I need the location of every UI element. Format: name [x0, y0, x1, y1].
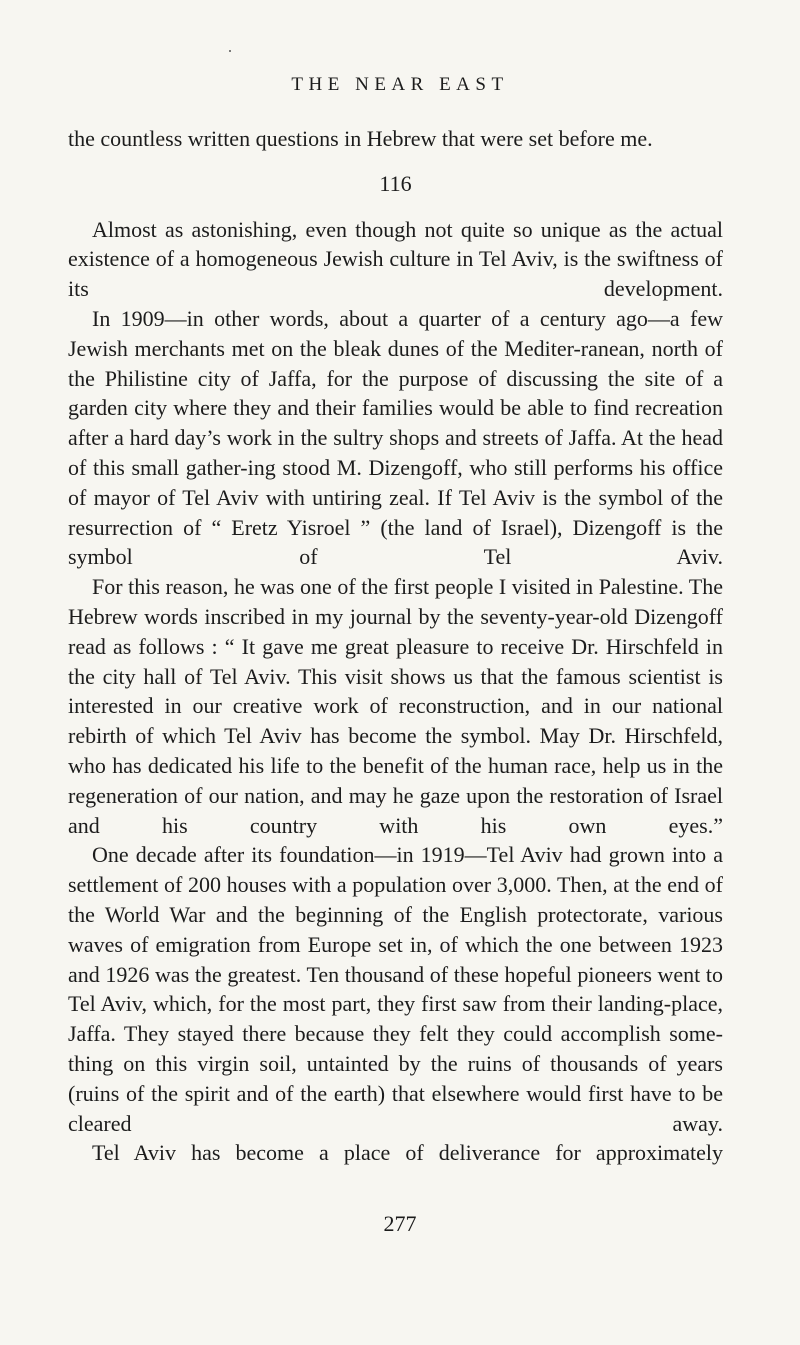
- page-number: 277: [383, 1211, 417, 1236]
- section-number: 116: [379, 170, 412, 196]
- paragraph-3: For this reason, he was one of the first people I visited in Palestine. The Hebrew words inscribed in my journal by the seventy-year-old Dizengoff read as follows : “ It gave me great pleasure to receive Dr. Hirschfeld in the city hall of Tel Aviv. This visit shows us that the famous scientist is interested in our creative work of reconstruction, and in our national rebirth of which Tel Aviv has become the symbol. May Dr. Hirschfeld, who has dedicated his life to the benefit of the human race, help us in the regeneration of our nation, and may he gaze upon the restoration of Israel and his country with his own eyes.”: [68, 574, 723, 838]
- body-text: [68, 124, 723, 1168]
- running-head: THE NEAR EAST: [291, 74, 509, 95]
- paragraph-2: In 1909—in other words, about a quarter of a century ago—a few Jewish merchants met on the bleak dunes of the Mediter-ranean, north of the Philistine city of Jaffa, for the purpose of discussing the site of a garden city where they and their families would be able to find recreation after a hard day’s work in the sultry shops and streets of Jaffa. At the head of this small gather-ing stood M. Dizengoff, who still performs his office of mayor of Tel Aviv with untiring zeal. If Tel Aviv is the symbol of the resurrection of “ Eretz Yisroel ” (the land of Israel), Dizengoff is the symbol of Tel Aviv.: [68, 305, 723, 570]
- paragraph-5: Tel Aviv has become a place of deliverance for approximately: [92, 1140, 723, 1166]
- intro-paragraph: the countless written questions in Hebrew that were set before me.: [68, 126, 653, 151]
- printing-speck: [229, 50, 231, 52]
- paragraph-4: One decade after its foundation—in 1919—Tel Aviv had grown into a settlement of 200 houses with a population over 3,000. Then, at the end of the World War and the beginning of the English protectorate, various waves of emigration from Europe set in, of which the one between 1923 and 1926 was the greatest. Ten thousand of these hopeful pioneers went to Tel Aviv, which, for the most part, they first saw from their landing-place, Jaffa. They stayed there because they felt they could accomplish some-thing on this virgin soil, untainted by the ruins of thousands of years (ruins of the spirit and of the earth) that elsewhere would first have to be cleared away.: [68, 842, 723, 1136]
- paragraph-1: Almost as astonishing, even though not quite so unique as the actual existence of a homogeneous Jewish culture in Tel Aviv, is the swiftness of its development.: [68, 216, 723, 302]
